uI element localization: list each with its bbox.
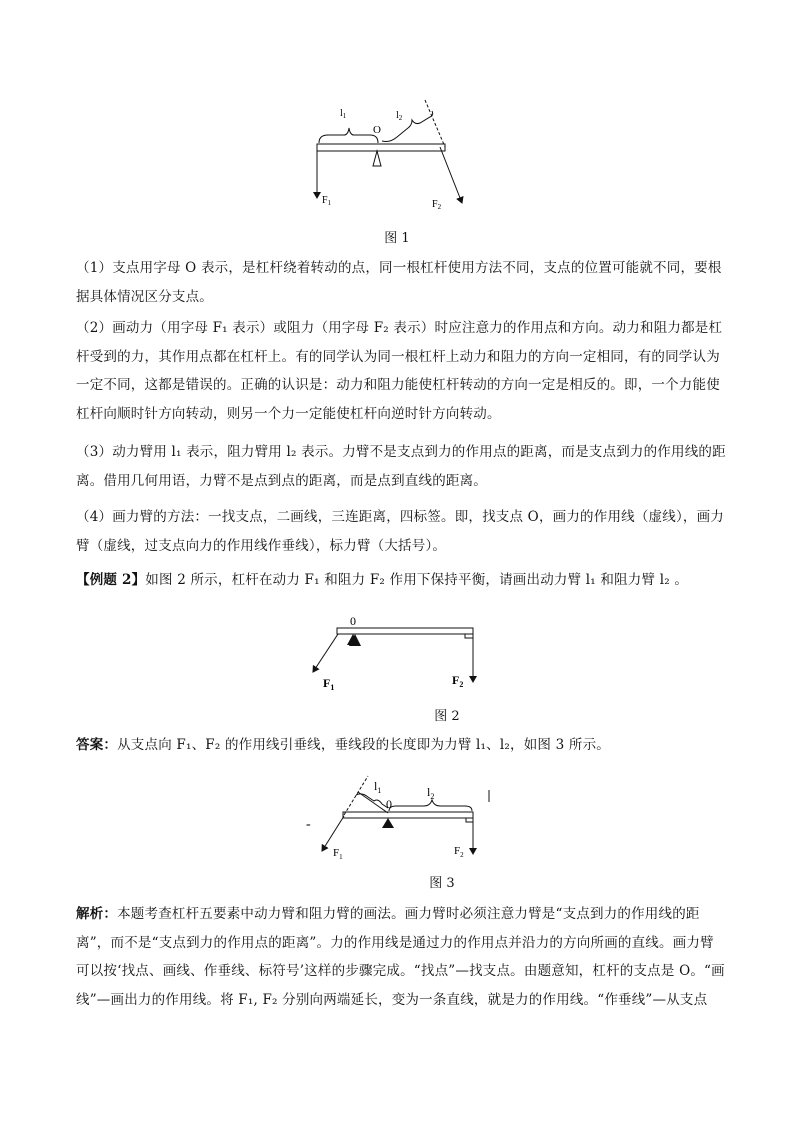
f2-arrow: [440, 147, 462, 203]
example-2-head: 【例题 2】: [76, 572, 146, 588]
analysis-head: 解析：: [76, 906, 118, 922]
fig1-label-l2: $l_2$: [396, 110, 403, 122]
fig2-label-f2: $F_2$: [452, 673, 464, 689]
fig1-label-l1: $l_1$: [340, 108, 347, 120]
paragraph-2: （2）画动力（用字母 F₁ 表示）或阻力（用字母 F₂ 表示）时应注意力的作用点和方向。动力和阻力都是杠杆受到的力，其作用点都在杠杆上。有的同学认为同一根杠杆上动力和阻力的方向一定相同，有的同学认为一定不同，这都是错误的。正确的认识是：动力和阻力能使杠杆转动的方向一定是相反的。即，一个力能使杠杆向顺时针方向转动，则另一个力一定能使杠杆向逆时针方向转动。: [76, 320, 723, 422]
lever-bar: [317, 144, 445, 151]
f1-arrow: [313, 634, 338, 672]
figure-3-lever-diagram: [300, 768, 500, 863]
paragraph-1: （1）支点用字母 O 表示，是杠杆绕着转动的点，同一根杠杆使用方法不同，支点的位置可能就不同，要根据具体情况区分支点。: [76, 260, 722, 305]
fig2-label-o: 0: [350, 614, 356, 628]
l2-brace: [382, 111, 433, 142]
fulcrum-triangle: [373, 151, 381, 166]
figure-3-caption: 图 3: [429, 876, 455, 891]
fig3-label-o: 0: [386, 797, 392, 811]
analysis-body: 本题考查杠杆五要素中动力臂和阻力臂的画法。画力臂时必须注意力臂是“支点到力的作用线的距离”，而不是“支点到力的作用点的距离”。力的作用线是通过力的作用点并沿力的方向所画的直线。画力臂可以按‘找点、画线、作垂线、标符号’这样的步骤完成。“找点”—找支点。由题意知，杠杆的支点是 O。“画线”—画出力的作用线。将 F₁, F₂ 分别向两端延长，变为一条直线，就是力的作用线。“作垂线”—从支点: [76, 906, 725, 1008]
fig1-label-o: O: [373, 124, 381, 136]
fig3-label-f1: $F_1$: [333, 847, 343, 861]
fig3-label-dash: -: [306, 817, 311, 832]
paragraph-3: （3）动力臂用 l₁ 表示，阻力臂用 l₂ 表示。力臂不是支点到力的作用点的距离，而是支点到力的作用线的距离。借用几何用语，力臂不是点到点的距离，而是点到直线的距离。: [76, 444, 726, 489]
paragraph-4: （4）画力臂的方法：一找支点，二画线，三连距离，四标签。即，找支点 O，画力的作用线（虚线），画力臂（虚线，过支点向力的作用线作垂线），标力臂（大括号）。: [76, 509, 724, 554]
fig3-label-l1: $l_1$: [374, 779, 382, 795]
lever-bar: [343, 812, 473, 818]
figure-1-caption: 图 1: [384, 231, 410, 246]
fig3-label-f2: $F_2$: [454, 845, 464, 859]
fig1-label-f2: $F_2$: [432, 199, 442, 211]
answer-body: 从支点向 F₁、F₂ 的作用线引垂线，垂线段的长度即为力臂 l₁、l₂，如图 3 所示。: [117, 737, 610, 753]
l2-brace: [389, 800, 472, 811]
fig1-label-f1: $F_1$: [322, 195, 332, 207]
f1-action-line: [344, 776, 368, 815]
answer-head: 答案：: [76, 737, 118, 753]
right-angle-mark: [466, 818, 473, 822]
answer: [76, 731, 726, 760]
l1-brace: [319, 128, 378, 143]
lever-bar: [337, 628, 473, 634]
figure-2-lever-diagram: [305, 610, 485, 695]
example-2: [76, 566, 726, 595]
figure-2-caption: 图 2: [434, 709, 460, 724]
right-angle-mark: [465, 634, 473, 638]
fulcrum-triangle: [382, 818, 394, 828]
f1-arrow: [322, 816, 344, 851]
fig2-label-f1: $F_1$: [323, 676, 335, 692]
analysis: [76, 900, 726, 1014]
figure-1-lever-diagram: [300, 95, 470, 215]
l1-perpendicular: [358, 792, 388, 813]
example-2-body: 如图 2 所示，杠杆在动力 F₁ 和阻力 F₂ 作用下保持平衡，请画出动力臂 l₁ 和阻力臂 l₂ 。: [145, 572, 689, 588]
fig3-label-l2: $l_2$: [427, 785, 435, 801]
l1-brace: [356, 794, 388, 808]
f2-action-line: [425, 100, 445, 147]
